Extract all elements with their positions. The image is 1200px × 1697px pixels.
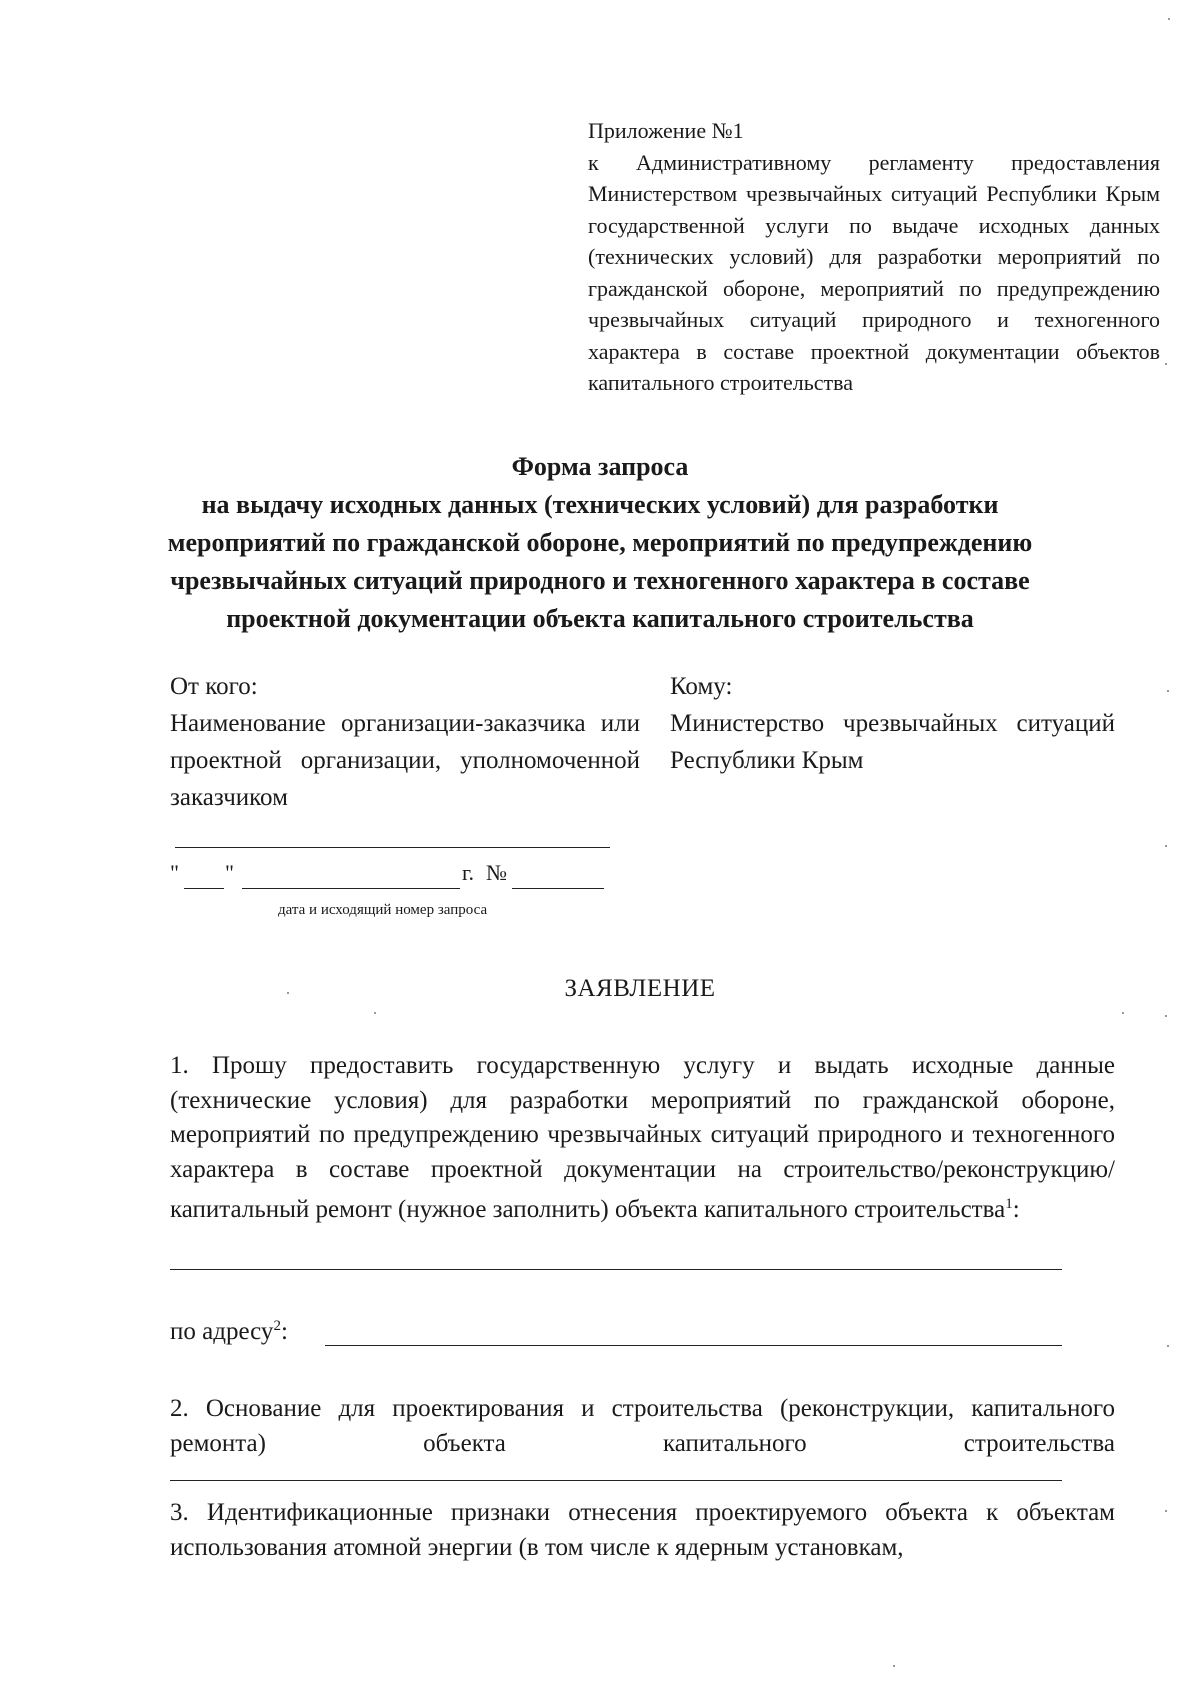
scan-speck xyxy=(1167,1345,1169,1347)
scan-speck xyxy=(1168,18,1170,20)
footnote-1-marker: 1 xyxy=(1005,1196,1013,1212)
to-label: Кому: xyxy=(670,673,733,700)
scan-speck xyxy=(1165,1015,1167,1017)
day-field-line[interactable] xyxy=(184,888,224,889)
to-block xyxy=(670,668,1115,779)
paragraph-1-text: 1. Прошу предоставить государственную услугу и выдать исходные данные (технические условия) для разработки мероприятий по гражданской обороне, мероприятий по предупреждению чрезвычайных ситуаций природного и техногенного характера в составе проектной документации на строительство/реконструкцию/капитальный ремонт (нужное заполнить) объекта капитального строительства xyxy=(170,1052,1115,1223)
sender-name-line[interactable] xyxy=(175,847,610,848)
paragraph-2-text: 2. Основание для проектирования и строительства (реконструкции, капитального ремонта) объекта капитального строительства xyxy=(170,1395,1115,1457)
form-title-line-4: чрезвычайных ситуаций природного и техногенного характера в составе xyxy=(170,566,1030,595)
request-number-field-line[interactable] xyxy=(512,888,604,889)
appendix-title: Приложение №1 xyxy=(588,118,744,143)
form-title-line-2: на выдачу исходных данных (технических условий) для разработки xyxy=(201,490,999,519)
form-title-line-1: Форма запроса xyxy=(511,452,689,481)
appendix-header xyxy=(588,115,1160,399)
number-label: № xyxy=(486,860,507,885)
basis-field-line[interactable] xyxy=(170,1480,1062,1481)
month-year-field-line[interactable] xyxy=(242,888,460,889)
from-block xyxy=(170,668,640,816)
form-title-line-5: проектной документации объекта капитального строительства xyxy=(226,604,974,633)
from-description: Наименование организации-заказчика или проектной организации, уполномоченной заказчиком xyxy=(170,710,640,811)
statement-heading: ЗАЯВЛЕНИЕ xyxy=(564,975,716,1002)
scan-speck xyxy=(893,1665,895,1667)
address-label: по адресу xyxy=(170,1318,274,1345)
scan-speck xyxy=(1165,845,1167,847)
paragraph-1 xyxy=(170,1049,1115,1228)
object-name-field-line[interactable] xyxy=(170,1269,1062,1270)
address-row xyxy=(170,1318,288,1346)
date-number-caption: дата и исходящий номер запроса xyxy=(278,902,488,918)
paragraph-2 xyxy=(170,1392,1115,1461)
scan-speck xyxy=(1167,690,1169,692)
date-quote-open: " xyxy=(170,860,179,885)
scan-speck xyxy=(287,992,289,994)
scan-speck xyxy=(1165,363,1167,365)
year-label: г. xyxy=(462,860,475,885)
paragraph-3 xyxy=(170,1496,1115,1565)
to-description: Министерство чрезвычайных ситуаций Республики Крым xyxy=(670,710,1115,774)
address-field-line[interactable] xyxy=(325,1345,1062,1346)
date-quote-close: " xyxy=(225,860,234,885)
form-title-line-3: мероприятий по гражданской обороне, мероприятий по предупреждению xyxy=(167,528,1033,557)
from-label: От кого: xyxy=(170,673,258,700)
scan-speck xyxy=(1122,1012,1124,1014)
date-number-line xyxy=(170,860,640,890)
appendix-body: к Административному регламенту предоставления Министерством чрезвычайных ситуаций Республики Крым государственной услуги по выдаче исходных данных (технических условий) для разработки мероприятий по гражданской обороне, мероприятий по предупреждению чрезвычайных ситуаций природного и техногенного характера в составе проектной документации объектов капитального строительства xyxy=(588,149,1160,395)
footnote-2-marker: 2 xyxy=(273,1318,281,1334)
paragraph-3-text: 3. Идентификационные признаки отнесения проектируемого объекта к объектам использования атомной энергии (в том числе к ядерным установкам, xyxy=(170,1499,1115,1561)
paragraph-1-colon: : xyxy=(1012,1196,1020,1223)
form-title xyxy=(0,448,1200,638)
scan-speck xyxy=(1165,1510,1167,1512)
address-colon: : xyxy=(280,1318,288,1345)
scan-speck xyxy=(374,1012,376,1014)
